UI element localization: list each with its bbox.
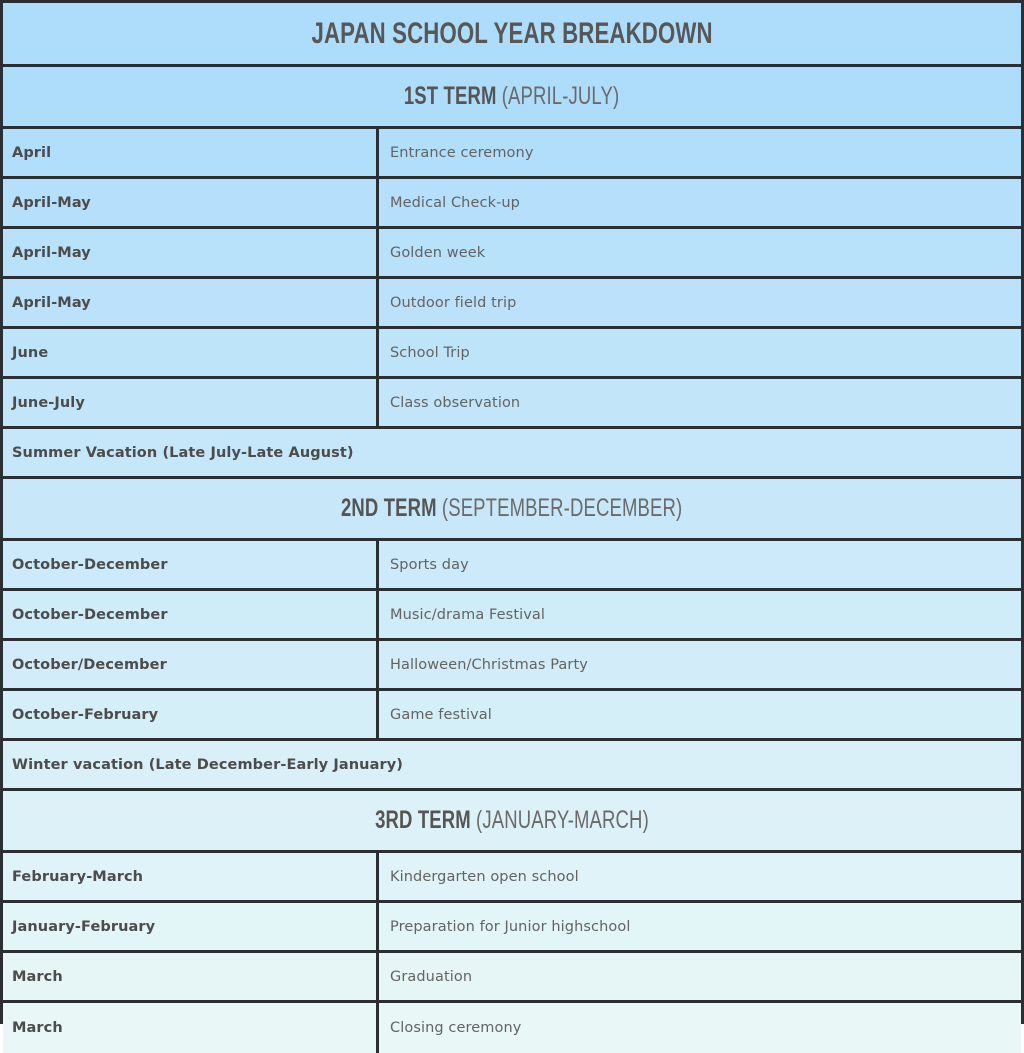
vacation-row: [3, 429, 1021, 479]
event-cell: [379, 129, 1021, 176]
vacation-row: [3, 741, 1021, 791]
table-row: [3, 179, 1021, 229]
period-label: March: [12, 1020, 63, 1036]
period-cell: [3, 953, 379, 1000]
event-cell: [379, 953, 1021, 1000]
period-label: October-February: [12, 706, 159, 723]
term-heading-text: [341, 494, 682, 523]
period-label: April-May: [12, 244, 91, 261]
table-row: [3, 541, 1021, 591]
period-label: January-February: [12, 918, 156, 935]
event-cell: [379, 541, 1021, 588]
period-cell: [3, 641, 379, 688]
period-cell: [3, 229, 379, 276]
period-cell: [3, 179, 379, 226]
period-label: March: [12, 968, 63, 985]
term-heading-term-3: [3, 791, 1021, 853]
term-months: (JANUARY-MARCH): [476, 806, 649, 834]
table-row: [3, 591, 1021, 641]
period-label: June-July: [12, 394, 85, 411]
table-row: [3, 379, 1021, 429]
event-label: Sports day: [390, 556, 469, 573]
event-label: Game festival: [390, 706, 492, 723]
event-label: Golden week: [390, 244, 486, 261]
term-heading-text: [404, 82, 619, 111]
term-heading-text: [375, 806, 649, 835]
event-cell: [379, 329, 1021, 376]
event-label: Preparation for Junior highschool: [390, 918, 631, 935]
period-label: April-May: [12, 194, 91, 211]
event-label: Outdoor field trip: [390, 294, 517, 311]
term-months: (SEPTEMBER-DECEMBER): [442, 494, 683, 522]
period-label: October-December: [12, 556, 168, 573]
event-label: Halloween/Christmas Party: [390, 656, 588, 673]
event-label: Graduation: [390, 968, 473, 985]
event-cell: [379, 229, 1021, 276]
term-name: 1ST TERM: [404, 82, 497, 110]
term-heading-term-1: [3, 67, 1021, 129]
table-body: [3, 67, 1021, 1053]
event-cell: [379, 279, 1021, 326]
table-row: [3, 691, 1021, 741]
event-label: Kindergarten open school: [390, 868, 579, 885]
table-row: [3, 1003, 1021, 1053]
table-row: [3, 903, 1021, 953]
event-cell: [379, 853, 1021, 900]
period-cell: [3, 279, 379, 326]
period-label: April-May: [12, 294, 91, 311]
period-label: October/December: [12, 656, 167, 673]
event-cell: [379, 691, 1021, 738]
page-title: JAPAN SCHOOL YEAR BREAKDOWN: [311, 16, 713, 50]
event-cell: [379, 641, 1021, 688]
vacation-label: Summer Vacation (Late July-Late August): [12, 444, 354, 461]
event-label: Class observation: [390, 394, 521, 411]
period-cell: [3, 379, 379, 426]
event-label: Medical Check-up: [390, 194, 520, 211]
term-name: 3RD TERM: [375, 806, 471, 834]
event-cell: [379, 591, 1021, 638]
period-cell: [3, 591, 379, 638]
table-row: [3, 229, 1021, 279]
period-label: April: [12, 144, 52, 161]
event-label: Music/drama Festival: [390, 606, 546, 623]
event-cell: [379, 1003, 1021, 1053]
event-cell: [379, 379, 1021, 426]
vacation-label: Winter vacation (Late December-Early January): [12, 756, 404, 773]
table-row: [3, 953, 1021, 1003]
period-cell: [3, 541, 379, 588]
period-cell: [3, 1003, 379, 1053]
period-label: October-December: [12, 606, 168, 623]
event-cell: [379, 179, 1021, 226]
table-row: [3, 641, 1021, 691]
table-row: [3, 279, 1021, 329]
period-cell: [3, 129, 379, 176]
table-row: [3, 129, 1021, 179]
term-heading-term-2: [3, 479, 1021, 541]
table-title-row: [3, 3, 1021, 67]
period-cell: [3, 853, 379, 900]
term-months: (APRIL-JULY): [502, 82, 620, 110]
period-cell: [3, 329, 379, 376]
event-label: Entrance ceremony: [390, 144, 534, 161]
table-row: [3, 329, 1021, 379]
term-name: 2ND TERM: [341, 494, 438, 522]
period-cell: [3, 691, 379, 738]
event-label: School Trip: [390, 344, 470, 361]
table-row: [3, 853, 1021, 903]
event-cell: [379, 903, 1021, 950]
period-label: June: [12, 344, 49, 361]
period-cell: [3, 903, 379, 950]
event-label: Closing ceremony: [390, 1020, 522, 1036]
period-label: February-March: [12, 868, 144, 885]
